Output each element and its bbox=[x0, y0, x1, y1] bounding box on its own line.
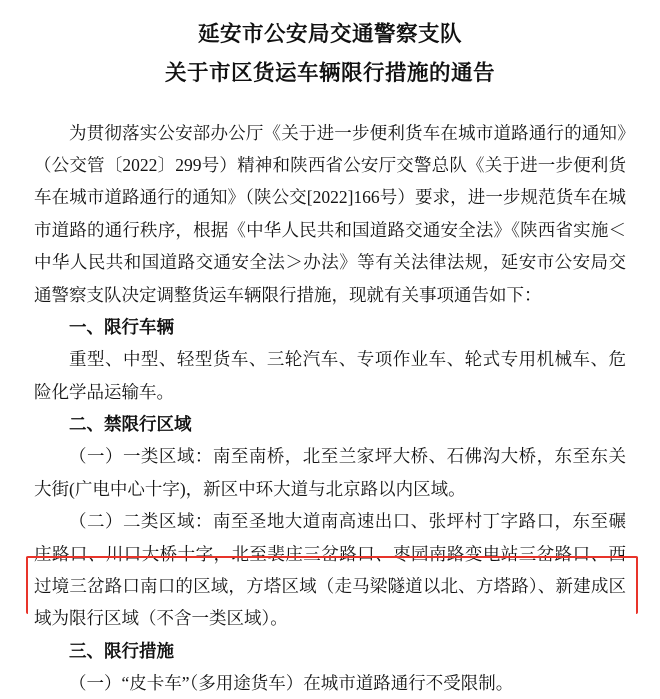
paragraph-intro: 为贯彻落实公安部办公厅《关于进一步便利货车在城市道路通行的通知》（公交管〔2022〕299号）精神和陕西省公安厅交警总队《关于进一步便利货车在城市道路通行的通知》（陕公交[2022]166号）要求，进一步规范货车在城市道路的通行秩序，根据《中华人民共和国道路交通安全法》《陕西省实施＜中华人民共和国道路交通安全法＞办法》等有关法律法规，延安市公安局交通警察支队决定调整货运车辆限行措施，现就有关事项通告如下： bbox=[34, 122, 626, 305]
document-title bbox=[34, 18, 626, 91]
paragraph-section-1-body: 重型、中型、轻型货车、三轮汽车、专项作业车、轮式专用机械车、危险化学品运输车。 bbox=[34, 349, 626, 402]
paragraph-section-2-item-1: （一）一类区域：南至南桥，北至兰家坪大桥、石佛沟大桥，东至东关大街(广电中心十字)，新区中环大道与北京路以内区域。 bbox=[34, 446, 626, 499]
paragraph-section-2-item-2: （二）二类区域：南至圣地大道南高速出口、张坪村丁字路口，东至碾庄路口、川口大桥十字，北至裴庄三岔路口、枣园南路变电站三岔路口、西过境三岔路口南口的区域，方塔区域（走马梁隧道以北、方塔路）、新建成区域为限行区域（不含一类区域）。 bbox=[34, 511, 626, 629]
title-line-2: 关于市区货运车辆限行措施的通告 bbox=[164, 61, 495, 86]
paragraph-section-3-item-1: （一）“皮卡车”（多用途货车）在城市道路通行不受限制。 bbox=[69, 673, 514, 693]
heading-section-2: 二、禁限行区域 bbox=[69, 414, 192, 434]
heading-section-1: 一、限行车辆 bbox=[69, 316, 174, 337]
title-line-1: 延安市公安局交通警察支队 bbox=[197, 22, 462, 46]
heading-section-3: 三、限行措施 bbox=[69, 640, 174, 661]
